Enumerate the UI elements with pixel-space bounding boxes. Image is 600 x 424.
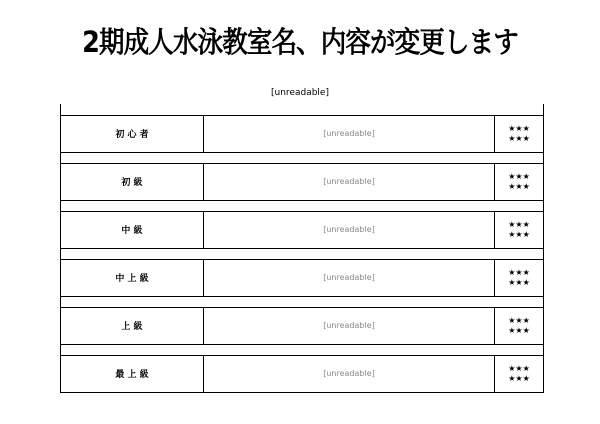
header-note: [unreadable] [271, 88, 329, 98]
level-description: [unreadable] [204, 115, 495, 152]
table-row [61, 355, 544, 392]
spacer-row [61, 104, 544, 115]
spacer-row [61, 248, 544, 259]
level-description: [unreadable] [204, 259, 495, 296]
page-title: 2期成人水泳教室名、内容が変更します [82, 25, 518, 59]
level-stars: ★★★ ★★★ [495, 163, 544, 200]
level-stars: ★★★ ★★★ [495, 307, 544, 344]
level-description: [unreadable] [204, 211, 495, 248]
spacer-row [61, 200, 544, 211]
level-stars: ★★★ ★★★ [495, 355, 544, 392]
spacer-row [61, 296, 544, 307]
spacer-row [61, 152, 544, 163]
level-name: 最 上 級 [61, 355, 204, 392]
level-stars: ★★★ ★★★ [495, 115, 544, 152]
table-row [61, 211, 544, 248]
level-stars: ★★★ ★★★ [495, 259, 544, 296]
table-row [61, 115, 544, 152]
spacer-row [61, 344, 544, 355]
level-description: [unreadable] [204, 355, 495, 392]
level-description: [unreadable] [204, 307, 495, 344]
level-name: 初 心 者 [61, 115, 204, 152]
level-name: 中 上 級 [61, 259, 204, 296]
level-name: 初 級 [61, 163, 204, 200]
level-name: 上 級 [61, 307, 204, 344]
table-row [61, 307, 544, 344]
table-row [61, 259, 544, 296]
level-stars: ★★★ ★★★ [495, 211, 544, 248]
table-row [61, 163, 544, 200]
level-description: [unreadable] [204, 163, 495, 200]
course-table [60, 104, 544, 393]
level-name: 中 級 [61, 211, 204, 248]
